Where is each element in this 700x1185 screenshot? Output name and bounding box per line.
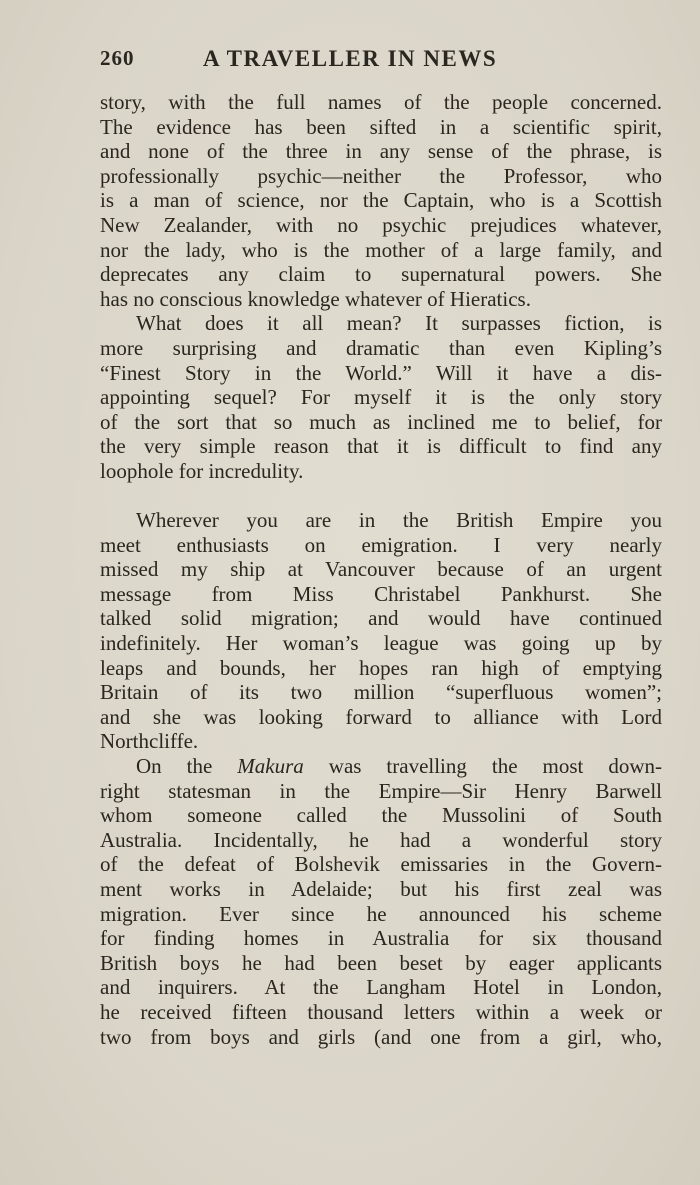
section-break <box>100 484 662 509</box>
text-line: the very simple reason that it is difficult to find any <box>100 434 662 459</box>
text-line: New Zealander, with no psychic prejudices whatever, <box>100 212 662 237</box>
text-line: deprecates any claim to supernatural powers. She <box>100 262 662 287</box>
paragraph <box>100 754 662 1074</box>
text-line: message from Miss Christabel Pankhurst. She <box>100 581 662 606</box>
paragraph <box>100 311 662 483</box>
text-line: loophole for incredulity. <box>100 458 304 483</box>
text-line: and she was looking forward to alliance with Lord <box>100 704 662 729</box>
page-header <box>100 46 570 76</box>
text-line: missed my ship at Vancouver because of an urgent <box>100 557 662 582</box>
text-line: indefinitely. Her woman’s league was going up by <box>100 631 662 656</box>
text-fragment: On the <box>136 754 213 779</box>
text-line: “Finest Story in the World.” Will it have a dis- <box>100 360 662 385</box>
text-line: appointing sequel? For myself it is the only story <box>100 385 662 410</box>
ship-name: Makura <box>237 754 304 779</box>
text-line: whom someone called the Mussolini of South <box>100 803 662 828</box>
text-line: leaps and bounds, her hopes ran high of emptying <box>100 655 662 680</box>
text-line: What does it all mean? It surpasses fiction, is <box>136 311 662 336</box>
text-line: Wherever you are in the British Empire you <box>136 508 662 533</box>
text-line: of the sort that so much as inclined me to belief, for <box>100 409 662 434</box>
text-line: and none of the three in any sense of the phrase, is <box>100 139 662 164</box>
running-title: A TRAVELLER IN NEWS <box>203 46 498 71</box>
text-line: Australia. Incidentally, he had a wonderful story <box>100 827 662 852</box>
text-line: story, with the full names of the people concerned. <box>100 90 662 114</box>
text-line: two from boys and girls (and one from a girl, who, <box>100 1024 662 1049</box>
text-line: ment works in Adelaide; but his first zeal was <box>100 877 662 901</box>
text-line: nor the lady, who is the mother of a large family, and <box>100 237 662 262</box>
text-line: British boys he had been beset by eager applicants <box>100 950 662 975</box>
text-line: migration. Ever since he announced his scheme <box>100 901 662 926</box>
paragraph <box>100 90 662 311</box>
text-line: Northcliffe. <box>100 729 199 754</box>
text-line: right statesman in the Empire—Sir Henry Barwell <box>100 778 662 803</box>
text-line: professionally psychic—neither the Professor, who <box>100 163 662 188</box>
text-line: is a man of science, nor the Captain, who is a Scottish <box>100 188 662 213</box>
text-line: meet enthusiasts on emigration. I very nearly <box>100 532 662 557</box>
text-line: for finding homes in Australia for six thousand <box>100 926 662 951</box>
text-line: has no conscious knowledge whatever of Hieratics. <box>100 286 531 311</box>
text-line: more surprising and dramatic than even Kipling’s <box>100 335 662 360</box>
text-line: he received fifteen thousand letters within a week or <box>100 999 662 1024</box>
body-text <box>100 90 662 1074</box>
text-line: talked solid migration; and would have continued <box>100 606 662 631</box>
text-line <box>100 754 662 779</box>
text-line: and inquirers. At the Langham Hotel in London, <box>100 975 662 1000</box>
paragraph <box>100 508 662 754</box>
text-line: of the defeat of Bolshevik emissaries in the Govern- <box>100 852 662 877</box>
text-line <box>100 1049 662 1074</box>
text-line: The evidence has been sifted in a scientific spirit, <box>100 114 662 139</box>
text-line: Britain of its two million “superfluous women”; <box>100 680 662 705</box>
text-fragment: was travelling the most down- <box>328 754 662 779</box>
page-number: 260 <box>100 46 135 70</box>
